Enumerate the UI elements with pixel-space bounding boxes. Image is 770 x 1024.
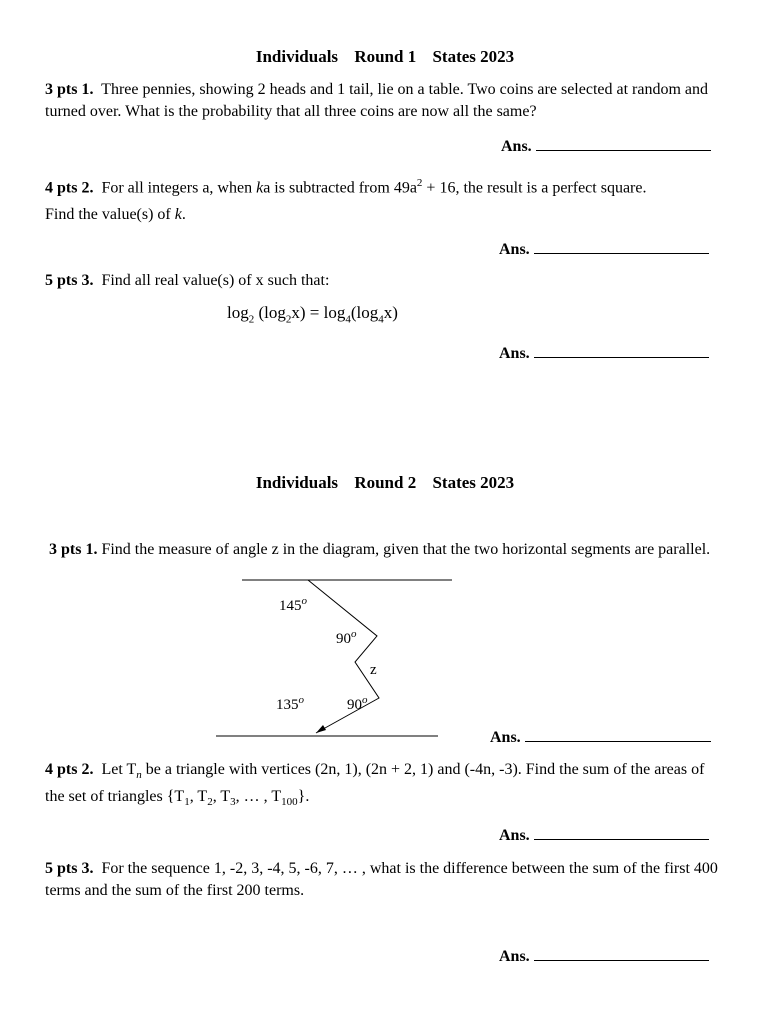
log-equation: $\log_2 (\log_2x) = \log_4(\log_4x)$ <box>227 303 398 326</box>
round2-question-3: 5 pts 3. For the sequence 1, -2, 3, -4, 5, -6, 7, … , what is the difference between the sum of the first 400 terms and the sum of the first 200 terms. <box>45 860 718 899</box>
answer-blank[interactable] <box>536 136 711 151</box>
round1-question-3: 5 pts 3. Find all real value(s) of x such that: <box>45 272 330 289</box>
round1-title: Individuals Round 1 States 2023 <box>255 47 515 66</box>
answer-blank[interactable] <box>525 727 711 742</box>
round2-answer-1[interactable]: Ans. <box>490 727 711 747</box>
round2-question-2: 4 pts 2. Let $T_n$ be a triangle with vertices (2n, 1), (2n + 2, 1) and (-4n, -3). Find the sum of the areas of the set of triangles {$T_1$, $T_2$, $T_3$, … , $T_{100}$}. <box>45 761 705 809</box>
answer-blank[interactable] <box>534 239 709 254</box>
answer-blank[interactable] <box>534 946 709 961</box>
round2-title: Individuals Round 2 States 2023 <box>255 473 515 492</box>
answer-blank[interactable] <box>534 825 709 840</box>
round1-question-1: 3 pts 1. Three pennies, showing 2 heads and 1 tail, lie on a table. Two coins are selected at random and turned over. What is the probability that all three coins are now all the same? <box>45 81 709 120</box>
angle-label-145: 145$^o$ <box>279 595 307 614</box>
round1-answer-2[interactable]: Ans. <box>499 239 709 259</box>
angle-label-90-top: 90$^o$ <box>336 628 357 647</box>
angle-label-z: z <box>370 662 377 678</box>
answer-blank[interactable] <box>534 343 709 358</box>
arrowhead <box>316 725 326 733</box>
round1-question-2: 4 pts 2. For all integers a, when ka is subtracted from $49a^2 + 16$, the result is a perfect square. <box>45 177 647 197</box>
round2-answer-3[interactable]: Ans. <box>499 946 709 966</box>
zigzag-path <box>308 580 379 733</box>
round2-question-1: 3 pts 1. Find the measure of angle z in the diagram, given that the two horizontal segments are parallel. <box>49 541 711 558</box>
round1-answer-1[interactable]: Ans. <box>501 136 711 156</box>
round2-answer-2[interactable]: Ans. <box>499 825 709 845</box>
round1-question-2-cont: Find the value(s) of k. <box>45 206 186 223</box>
round1-answer-3[interactable]: Ans. <box>499 343 709 363</box>
angle-label-90-bottom: 90$^o$ <box>347 694 368 713</box>
angle-label-135: 135$^o$ <box>276 694 304 713</box>
angle-diagram <box>200 570 460 745</box>
